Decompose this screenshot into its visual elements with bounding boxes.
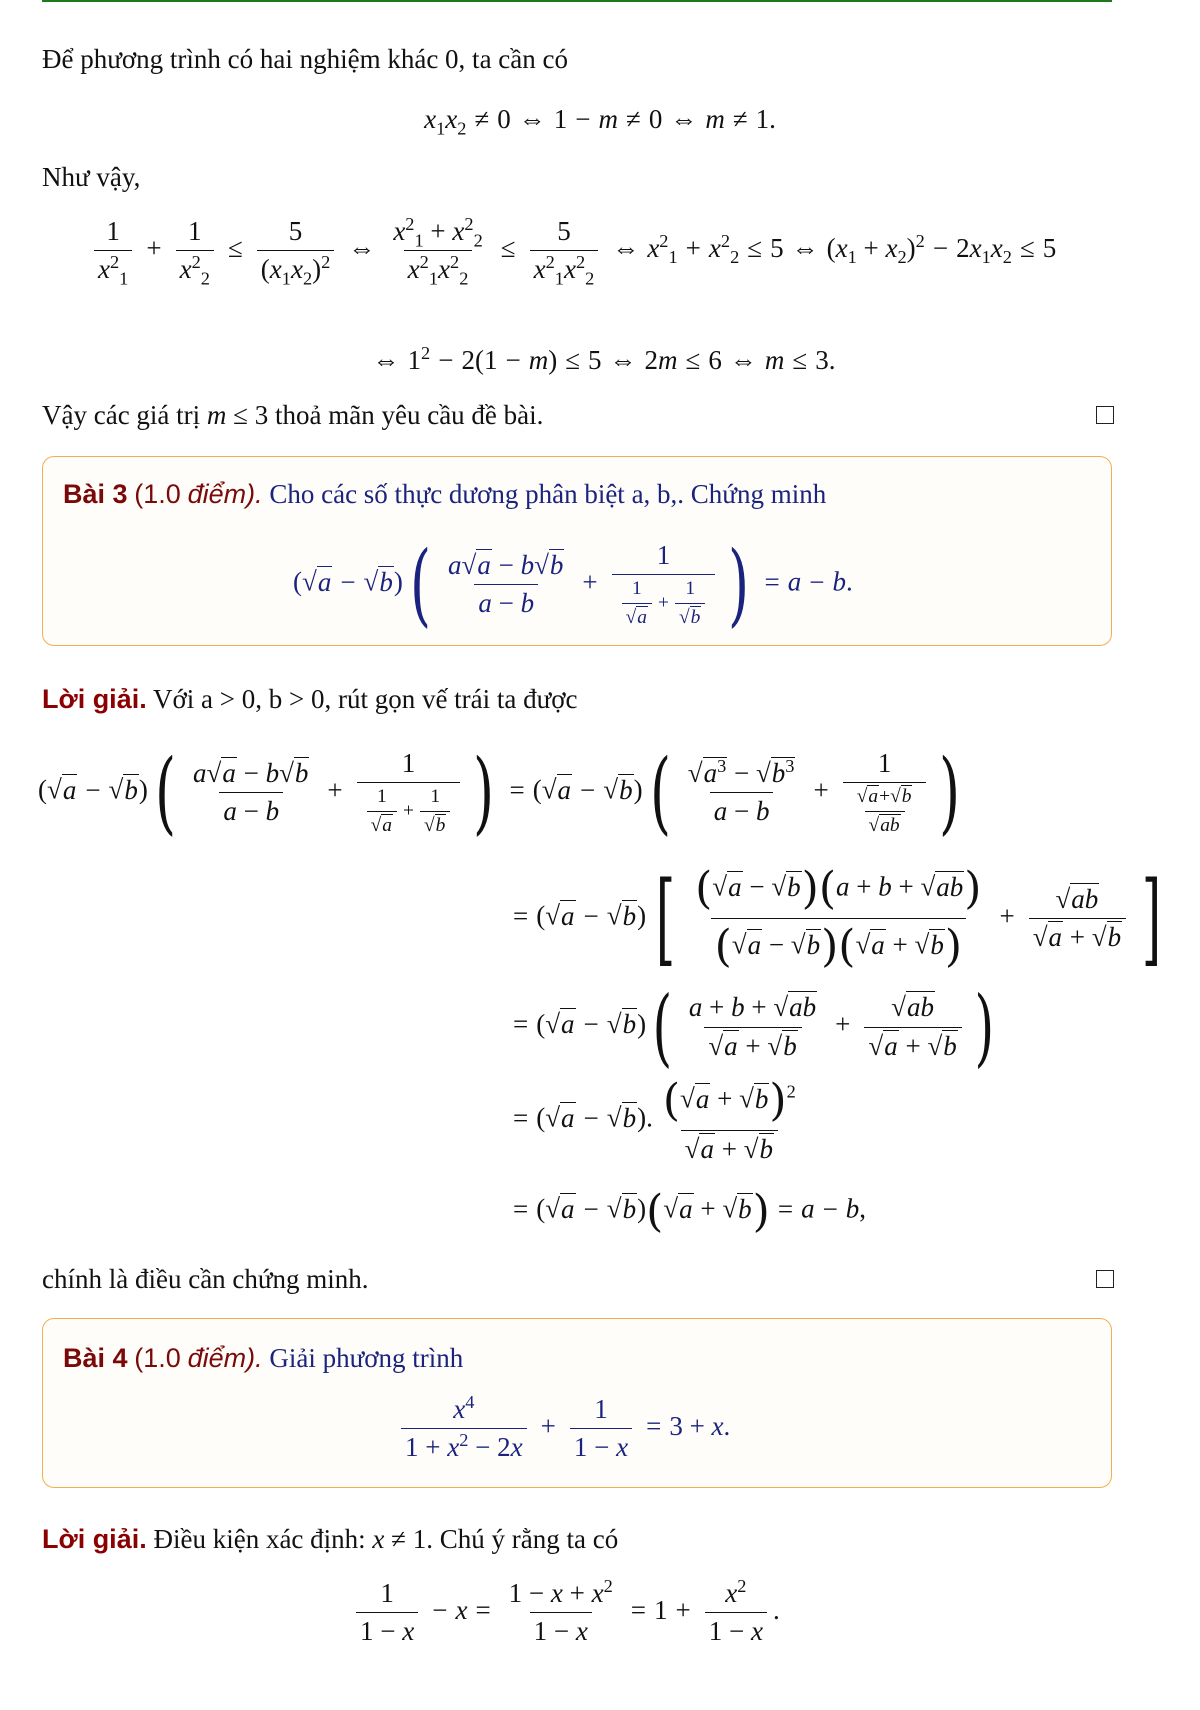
derivation-line-4: = (√a − √b). $\frac{(√a + √b)^2}{√a + √b}$ [513, 1075, 796, 1164]
problem-3-box [42, 456, 1112, 646]
derivation-line-1: (√a − √b)( $\frac{a√a - b√b}{a - b}$ + 1 $\frac{1}{√a}$ + $\frac{1}{√b}$ ) = (√a − √b)( $\frac{√a^3 - √b^3}{a - b}$ + 1 $\frac{√a+√b}{√ab}$ ) [38, 740, 961, 845]
problem-3-label: Bài 3 [63, 479, 128, 509]
problem-4-equation: $\frac{x^4}{1 + x^2 - 2x}$ + $\frac{1}{1 - x}$ = 3 + x. [395, 1394, 730, 1463]
solution-4-label: Lời giải. [42, 1524, 147, 1554]
problem-4-label: Bài 4 [63, 1343, 128, 1373]
derivation-line-2: = (√a − √b)[ $\frac{(√a - √b)(a + b + √ab)}{(√a - √b)(√a + √b)}$ + $\frac{√ab}{√a + √b}$ ] [513, 860, 1162, 977]
derivation-line-5: = (√a − √b)(√a + √b) = a − b, [513, 1186, 867, 1237]
top-rule [42, 0, 1112, 2]
equation-inequality-2: ⇔ $1^2 - 2(1 - m) \le 5$ ⇔ 2m ≤ 6 ⇔ m ≤ 3. [372, 343, 836, 375]
solution-4-heading: Lời giải. Điều kiện xác định: x ≠ 1. Chú ý rằng ta có [42, 1524, 619, 1554]
problem-4-heading: Bài 4 (1.0 điểm). Giải phương trình [63, 1343, 464, 1373]
problem-4-text: Giải phương trình [269, 1343, 464, 1373]
solution-3-label: Lời giải. [42, 684, 147, 714]
equation-inequality-1: $\frac{1}{x^2_1}$ + $\frac{1}{x^2_2}$ ≤ $\frac{5}{(x_1x_2)^2}$ ⇔ $\frac{x^2_1 + x^2_2}{x^2_1x^2_2}$ ≤ $\frac{5}{x^2_1x^2_2}$ ⇔ $x^2_1 + x^2_2 \le 5$ ⇔ $(x_1 + x_2)^2 - 2x_1x_2 \le 5$ [88, 216, 1056, 285]
conclusion-line: Vậy các giá trị m ≤ 3 thoả mãn yêu cầu đề bài. [42, 400, 544, 430]
problem-3-text: Cho các số thực dương phân biệt a, b,. Chứng minh [269, 479, 827, 509]
intro-text: Để phương trình có hai nghiệm khác 0, ta cần có [42, 44, 568, 74]
problem-3-heading: Bài 3 (1.0 điểm). Cho các số thực dương phân biệt a, b,. Chứng minh [63, 479, 827, 509]
qed-box [1096, 406, 1114, 424]
problem-4-box [42, 1318, 1112, 1488]
solution-4-equation: $\frac{1}{1 - x}$ − x = $\frac{1 - x + x^2}{1 - x}$ = 1 + $\frac{x^2}{1 - x}$ . [350, 1578, 780, 1647]
qed-box [1096, 1270, 1114, 1288]
problem-3-equation: (√a − √b)( $\frac{a√a - b√b}{a - b}$ + 1 $\frac{1}{√a}$ + $\frac{1}{√b}$ ) = a − b. [293, 532, 853, 637]
solution-3-heading: Lời giải. Với a > 0, b > 0, rút gọn vế trái ta được [42, 684, 578, 714]
intro-line [42, 42, 568, 76]
derivation-line-3: = (√a − √b)( $\frac{a + b + √ab}{√a + √b}$ + $\frac{√ab}{√a + √b}$ ) [513, 978, 995, 1076]
equation-product-condition: $x_1x_2 \ne 0$ ⇔ 1 − m ≠ 0 ⇔ m ≠ 1. [424, 104, 776, 139]
solution-3-ending: chính là điều cần chứng minh. [42, 1264, 369, 1294]
nhu-vay-line: Như vậy, [42, 162, 141, 192]
